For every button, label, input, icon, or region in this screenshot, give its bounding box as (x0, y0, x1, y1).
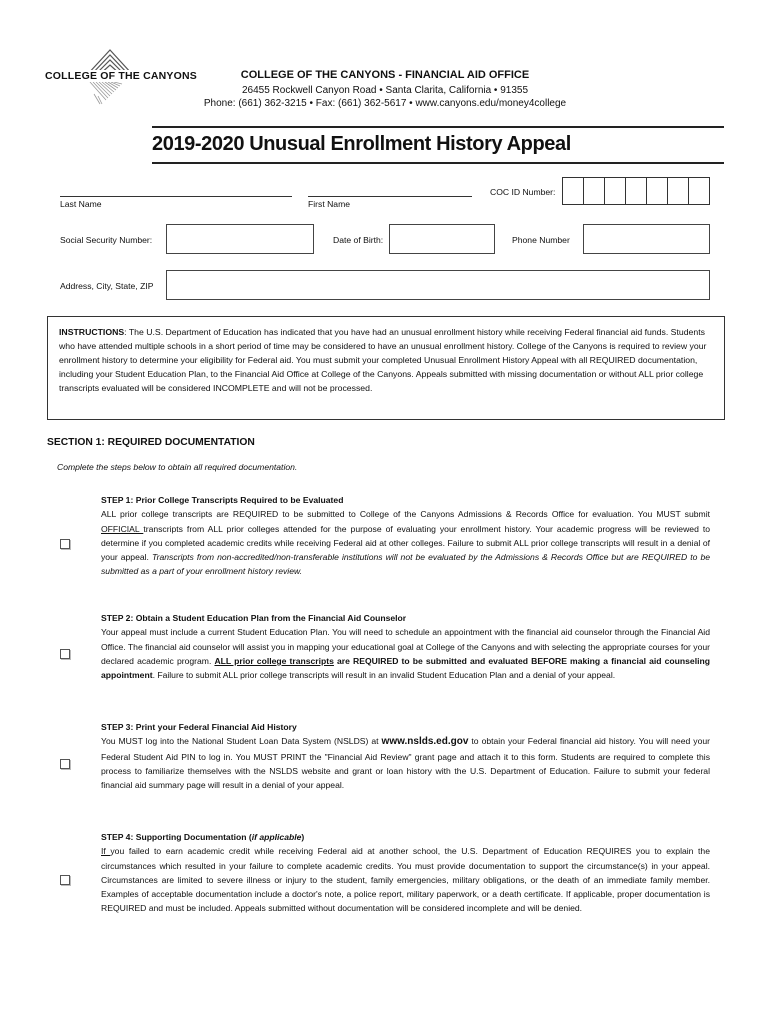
first-name-line[interactable] (308, 196, 472, 197)
step1 (101, 493, 710, 579)
office-title: COLLEGE OF THE CANYONS - FINANCIAL AID OFFICE (240, 69, 530, 81)
step1-checkbox[interactable] (60, 539, 70, 549)
office-contact: Phone: (661) 362-3215 • Fax: (661) 362-5617 • www.canyons.edu/money4college (203, 98, 567, 109)
step2-title: STEP 2: Obtain a Student Education Plan from the Financial Aid Counselor (101, 613, 407, 623)
title-rule-top (152, 126, 724, 128)
step3-checkbox[interactable] (60, 759, 70, 769)
step1-title: STEP 1: Prior College Transcripts Required to be Evaluated (101, 495, 344, 505)
step1-body: ALL prior college transcripts are REQUIRED to be submitted to College of the Canyons Admissions & Records Office for evaluation. You MUST submit OFFICIAL transcripts from ALL prior colleges attended for the purpose of evaluating your enrollment history. Your academic progress will be reviewed to determine if you completed academic credits while receiving Federal aid at other colleges. Failure to submit ALL prior college transcripts will result in a denial of your appeal. Transcripts from non-accredited/non-transferable institutions will not be evaluated by the Admissions & Records Office but are REQUIRED to be submitted as a part of your enrollment history review. (101, 509, 711, 577)
last-name-line[interactable] (60, 196, 292, 197)
nslds-link[interactable]: www.nslds.ed.gov (381, 736, 469, 748)
instructions-label: INSTRUCTIONS (59, 327, 125, 337)
step2 (101, 611, 710, 682)
step2-checkbox[interactable] (60, 649, 70, 659)
instructions-box (47, 316, 725, 420)
logo-text: COLLEGE OF THE CANYONS (45, 70, 197, 82)
phone-label: Phone Number (512, 235, 570, 245)
step4-title: STEP 4: Supporting Documentation (if applicable) (101, 832, 305, 842)
step4-checkbox[interactable] (60, 875, 70, 885)
step3 (101, 720, 710, 792)
section1-title: SECTION 1: REQUIRED DOCUMENTATION (47, 437, 255, 448)
first-name-label: First Name (308, 199, 351, 209)
office-address: 26455 Rockwell Canyon Road • Santa Clarita, California • 91355 (241, 85, 529, 96)
address-input[interactable] (166, 270, 710, 300)
ssn-input[interactable] (166, 224, 314, 254)
dob-input[interactable] (389, 224, 495, 254)
page-title: 2019-2020 Unusual Enrollment History Appeal (152, 133, 571, 155)
ssn-label: Social Security Number: (60, 235, 153, 245)
last-name-label: Last Name (60, 199, 102, 209)
section1-subtitle: Complete the steps below to obtain all required documentation. (57, 462, 298, 472)
coc-id-label: COC ID Number: (490, 187, 556, 197)
title-rule-bottom (152, 162, 724, 164)
coc-id-boxes[interactable] (562, 177, 710, 205)
step4 (101, 830, 710, 916)
dob-label: Date of Birth: (333, 235, 384, 245)
step3-title: STEP 3: Print your Federal Financial Aid History (101, 722, 297, 732)
step2-body: Your appeal must include a current Student Education Plan. You will need to schedule an appointment with the financial aid counselor through the Financial Aid Office. The financial aid counselor will assist you in mapping your educational goal at College of the Canyons and with selecting the appropriate courses for your declared academic program. ALL prior college transcripts are REQUIRED to be submitted and evaluated BEFORE making a financial aid counseling appointment. Failure to submit ALL prior college transcripts will result in an invalid Student Education Plan and a denial of your appeal. (101, 627, 710, 681)
address-label: Address, City, State, ZIP (60, 281, 154, 291)
step4-body: If you failed to earn academic credit while receiving Federal aid at another school, the U.S. Department of Education REQUIRES you to explain the circumstances which resulted in your failure to complete academic credits. You must provide documentation to support the circumstance(s) in your appeal. Circumstances are limited to severe illness or injury to the student, family emergencies, military obligations, or the death of an immediate family member. Examples of acceptable documentation include a doctor's note, a police report, military paperwork, or a death certificate. If applicable, proper documentation is REQUIRED and must be included. Appeals submitted without documentation will be considered incomplete and will be denied. (101, 846, 710, 914)
step3-body: You MUST log into the National Student Loan Data System (NSLDS) at www.nslds.ed.gov to obtain your Federal financial aid history. You will need your Federal Student Aid PIN to log in. You MUST PRINT the "Financial Aid Review" grant page and attach it to this form. Students are required to complete this process to familiarize themselves with the NSLDS website and grant or loan history with the U.S. Department of Education. Failure to submit your federal financial aid summary page will result in a denial of your appeal. (101, 736, 710, 791)
instructions-text: : The U.S. Department of Education has indicated that you have had an unusual enrollment history while receiving Federal financial aid funds. Students who have attended multiple schools in a short period of time may be considered to have an unusual enrollment history. College of the Canyons is required to review your enrollment history to determine your eligibility for Federal aid. You must submit your completed Unusual Enrollment History Appeal with all REQUIRED documentation, including your Student Education Plan, to the Financial Aid Office at College of the Canyons. Appeals submitted with missing documentation or without ALL prior college transcripts evaluated will be considered INCOMPLETE and will not be processed. (59, 327, 707, 393)
phone-input[interactable] (583, 224, 710, 254)
